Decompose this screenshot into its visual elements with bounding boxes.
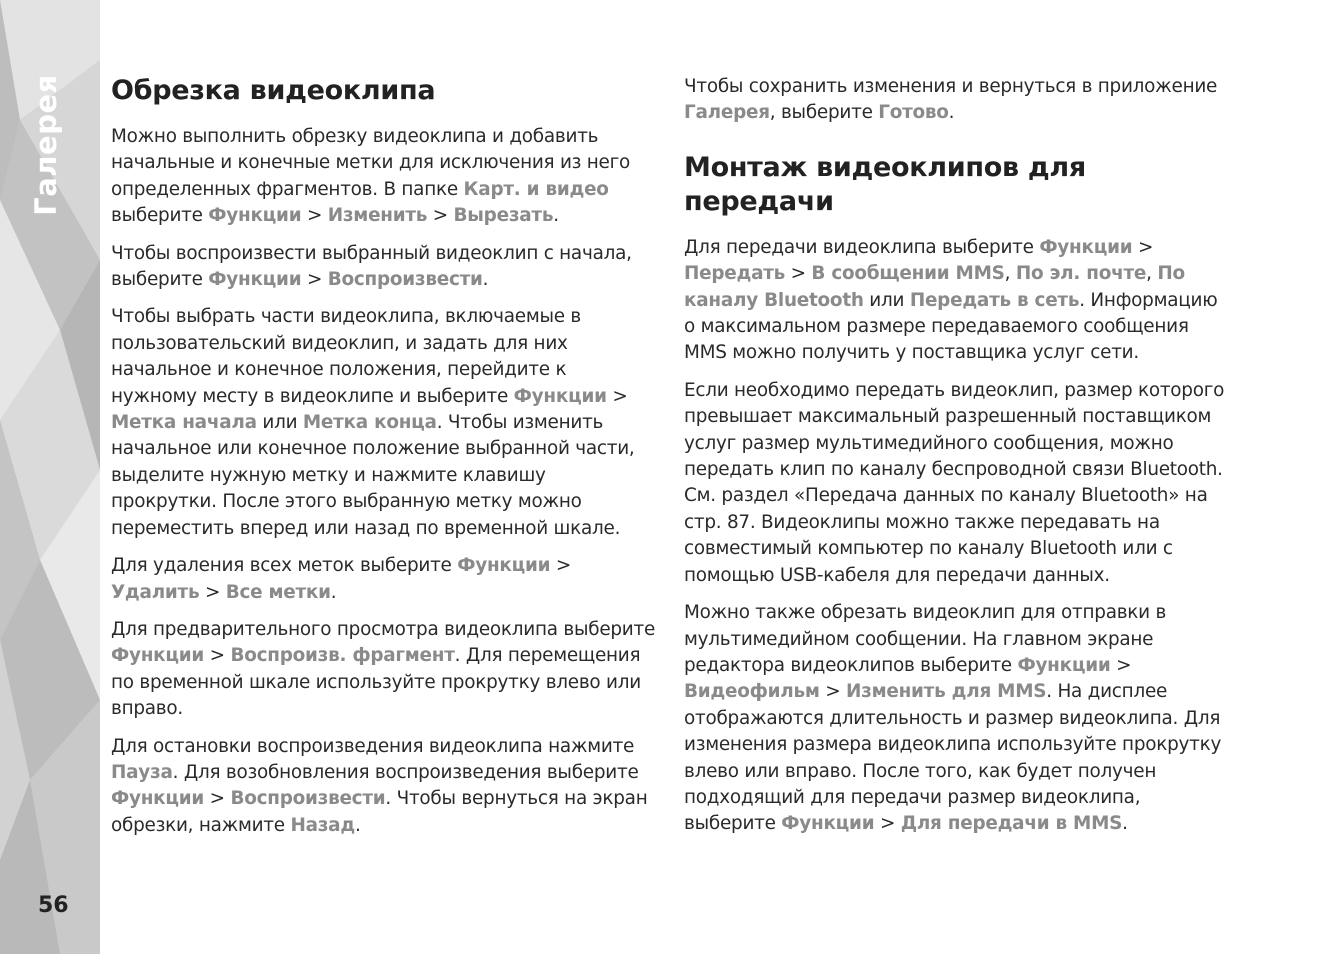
command-options: Функции [1017,654,1111,676]
paragraph-preview [111,617,656,723]
separator: , [1004,263,1016,285]
text: , выберите [769,102,879,124]
paragraph-pause [111,734,656,840]
paragraph-save-changes [684,74,1234,127]
command-for-mms: Для передачи в MMS [900,813,1123,835]
command-remove: Удалить [111,581,200,603]
command-options: Функции [457,555,551,577]
heading-trim-videoclip: Обрезка видеоклипа [111,75,436,106]
command-play-section: Воспроизв. фрагмент [230,645,455,667]
command-memory-card-video: Карт. и видео [463,178,609,200]
command-all-marks: Все метки [225,581,331,603]
text: . [553,205,559,227]
separator: > [427,205,454,227]
command-play: Воспроизвести [327,269,483,291]
text: . Чтобы вернуться на экран обрезки, нажмите [111,788,648,836]
text: . Для перемещения по временной шкале используйте прокрутку влево или вправо. [111,645,641,720]
command-edit: Изменить [327,205,428,227]
command-cut: Вырезать [453,205,554,227]
separator: > [1132,236,1154,258]
separator: > [204,788,231,810]
command-send: Передать [684,263,786,285]
text: . [948,102,955,124]
text: Можно выполнить обрезку видеоклипа и добавить начальные и конечные метки для исключения из него определенных фрагментов. В папке [111,126,631,200]
paragraph-trim-intro [111,124,656,230]
text: Для удаления всех меток выберите [111,555,458,577]
text: Можно также обрезать видеоклип для отправки в мультимедийном сообщении. На главном экране редактора видеоклипов выберите [684,602,1167,676]
text: . Для возобновления воспроизведения выберите [172,761,639,783]
command-pause: Пауза [111,761,173,783]
separator: > [204,645,231,667]
paragraph-bluetooth-transfer [684,378,1234,589]
paragraph-remove-marks [111,553,656,606]
paragraph-trim-for-mms [684,600,1234,838]
command-via-mms: В сообщении MMS [811,263,1005,285]
text: . Чтобы изменить начальное или конечное положение выбранной части, выделите нужную метку и нажмите клавишу прокрутки. После этого выбранную метку можно переместить вперед или назад по временной шкале. [111,412,635,539]
command-upload-to-web: Передать в сеть [909,289,1080,311]
separator: > [819,681,846,703]
command-options: Функции [1039,236,1133,258]
text: . [482,269,489,291]
paragraph-set-marks [111,304,656,542]
separator: , [1146,263,1158,285]
command-done: Готово [878,102,949,124]
command-via-bluetooth: По каналу Bluetooth [684,263,1185,311]
command-options: Функции [781,813,875,835]
text: или [256,412,303,434]
text: Чтобы сохранить изменения и вернуться в приложение [684,76,1218,97]
separator: > [606,385,628,407]
section-title: Галерея [29,74,63,216]
side-strip [0,0,100,954]
command-play: Воспроизвести [230,788,386,810]
command-options: Функции [513,385,607,407]
separator: > [301,269,328,291]
section-tab [26,70,66,220]
command-mark-out: Метка конца [302,412,437,434]
page-number: 56 [38,893,69,918]
text: . Информацию о максимальном размере передаваемого сообщения MMS можно получить у поставщика услуг сети. [684,289,1218,364]
separator: > [199,581,226,603]
right-column [684,74,1234,849]
command-options: Функции [208,269,302,291]
text: Для остановки воспроизведения видеоклипа нажмите [111,735,635,757]
paragraph-send-clip [684,235,1234,367]
left-column [111,74,656,850]
text: выберите [111,205,209,227]
command-mark-in: Метка начала [111,412,257,434]
text: Для передачи видеоклипа выберите [684,236,1040,258]
command-edit-for-mms: Изменить для MMS [846,681,1047,703]
separator: > [550,555,572,577]
separator: > [874,813,901,835]
command-options: Функции [208,205,302,227]
separator: > [785,263,812,285]
heading-edit-for-sending: Монтаж видеоклипов для передачи [684,151,1086,217]
paragraph-play-from-start [111,241,656,294]
text: . На дисплее отображаются длительность и размер видеоклипа. Для изменения размера видеоклипа используйте прокрутку влево или вправо. После того, как будет получен подходящий для передачи размер видеоклипа, выберите [684,681,1222,835]
command-gallery: Галерея [684,102,770,124]
separator: > [1110,654,1132,676]
command-options: Функции [111,788,205,810]
text: или [863,289,910,311]
text: . [354,814,361,836]
separator: > [301,205,328,227]
command-movie: Видеофильм [684,681,820,703]
text: . [330,581,337,603]
command-back: Назад [290,814,355,836]
text: Чтобы выбрать части видеоклипа, включаемые в пользовательский видеоклип, и задать для них начальное и конечное положения, перейдите к нужному месту в видеоклипе и выберите [111,306,581,407]
text: Если необходимо передать видеоклип, размер которого превышает максимальный разрешенный поставщиком услуг размер мультимедийного сообщения, можно передать клип по каналу беспроводной связи Bluetooth. См. раздел «Передача данных по каналу Bluetooth» на стр. 87. Видеоклипы можно также передавать на совместимый компьютер по каналу Bluetooth или с помощью USB-кабеля для передачи данных. [684,379,1225,586]
text: . [1122,813,1128,835]
text: Для предварительного просмотра видеоклипа выберите [111,618,656,640]
text: Чтобы воспроизвести выбранный видеоклип с начала, выберите [111,242,632,291]
command-via-email: По эл. почте [1015,263,1147,285]
command-options: Функции [111,645,205,667]
